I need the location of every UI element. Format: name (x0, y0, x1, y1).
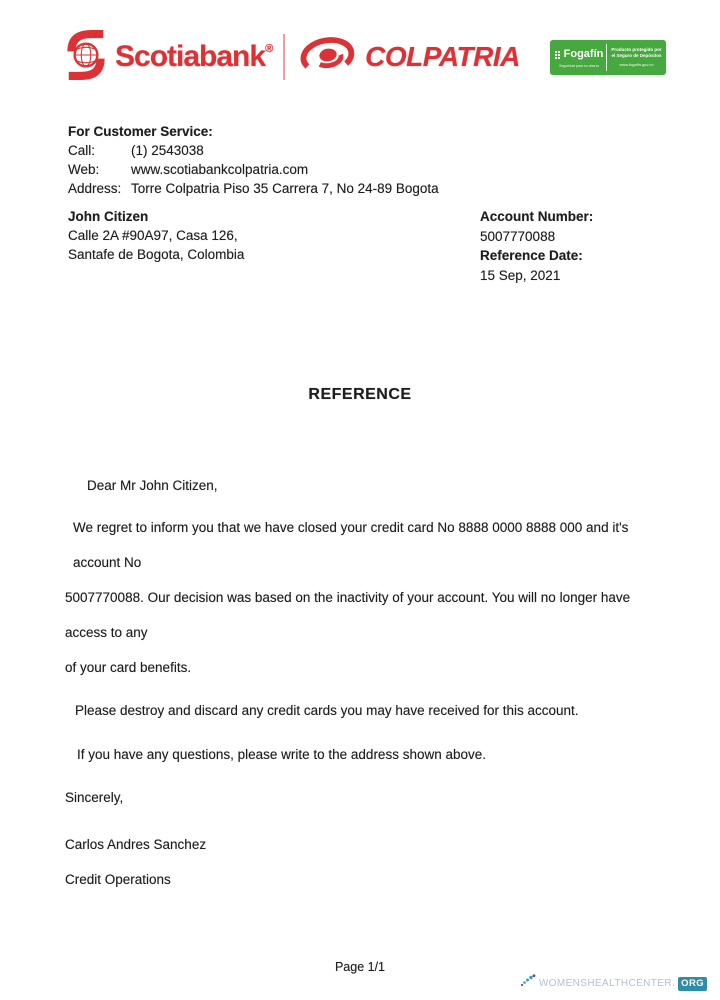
letter-title: REFERENCE (308, 386, 412, 403)
signature-title: Credit Operations (65, 872, 171, 887)
body-line: 5007770088. Our decision was based on the inactivity of your account. You will no longer have access to any (65, 590, 631, 640)
colpatria-wordmark: COLPATRIA (365, 41, 520, 72)
web-label: Web: (68, 162, 100, 177)
scotiabank-flag-globe-icon (66, 30, 106, 85)
account-number-value: 5007770088 (480, 228, 556, 244)
letter-body (65, 468, 657, 897)
customer-service-title: For Customer Service: (68, 124, 213, 139)
colpatria-swirl-icon (299, 33, 357, 82)
fogafin-badge (550, 40, 666, 75)
contact-row-web (68, 160, 439, 179)
colpatria-logo (299, 33, 520, 82)
watermark (520, 974, 707, 993)
logo-divider (283, 34, 285, 80)
address-value: Torre Colpatria Piso 35 Carrera 7, No 24-89 Bogota (131, 181, 439, 196)
fogafin-brand-block (550, 44, 606, 71)
paragraph-destroy-cards: Please destroy and discard any credit cards you may have received for this account. (75, 703, 579, 718)
call-value: (1) 2543038 (131, 143, 204, 158)
recipient-address-line2: Santafe de Bogota, Colombia (68, 247, 245, 262)
recipient-block (68, 207, 244, 264)
scotiabank-wordmark: Scotiabank® (115, 40, 274, 73)
address-label: Address: (68, 181, 122, 196)
signature-name: Carlos Andres Sanchez (65, 837, 207, 852)
paragraph-closure-notice (65, 510, 657, 685)
registered-mark: ® (265, 43, 274, 55)
fogafin-tagline: Seguridad para su ahorro (559, 63, 599, 68)
contact-row-address (68, 179, 439, 198)
header (66, 28, 666, 86)
paragraph-questions: If you have any questions, please write to the address shown above. (77, 747, 487, 762)
contact-row-call (68, 141, 439, 160)
call-label: Call: (68, 143, 96, 158)
recipient-address-line1: Calle 2A #90A97, Casa 126, (68, 228, 238, 243)
fogafin-brand-name: Fogafín (563, 48, 604, 60)
page-indicator: Page 1/1 (334, 960, 386, 974)
account-number-label: Account Number: (480, 209, 594, 224)
web-value: www.scotiabankcolpatria.com (131, 162, 309, 177)
salutation: Dear Mr John Citizen, (87, 478, 218, 493)
reference-date-value: 15 Sep, 2021 (480, 267, 561, 283)
scotiabank-logo (66, 30, 273, 85)
fogafin-protection-text: Producto protegido por el Seguro de Depósitos www.fogafin.gov.co (611, 46, 662, 67)
fogafin-url: www.fogafin.gov.co (619, 61, 654, 67)
body-line: We regret to inform you that we have closed your credit card No 8888 0000 8888 000 and it's account No (73, 520, 629, 570)
account-info-block (480, 207, 593, 285)
closing: Sincerely, (65, 790, 124, 805)
reference-date-label: Reference Date: (480, 248, 583, 263)
customer-service-block (68, 122, 439, 198)
watermark-org-badge: ORG (678, 977, 707, 991)
watermark-dots-icon (520, 974, 536, 993)
body-line: of your card benefits. (65, 660, 192, 675)
recipient-name: John Citizen (68, 209, 149, 224)
fogafin-grid-icon (555, 46, 562, 64)
watermark-site-name: WOMENSHEALTHCENTER. (538, 978, 676, 989)
